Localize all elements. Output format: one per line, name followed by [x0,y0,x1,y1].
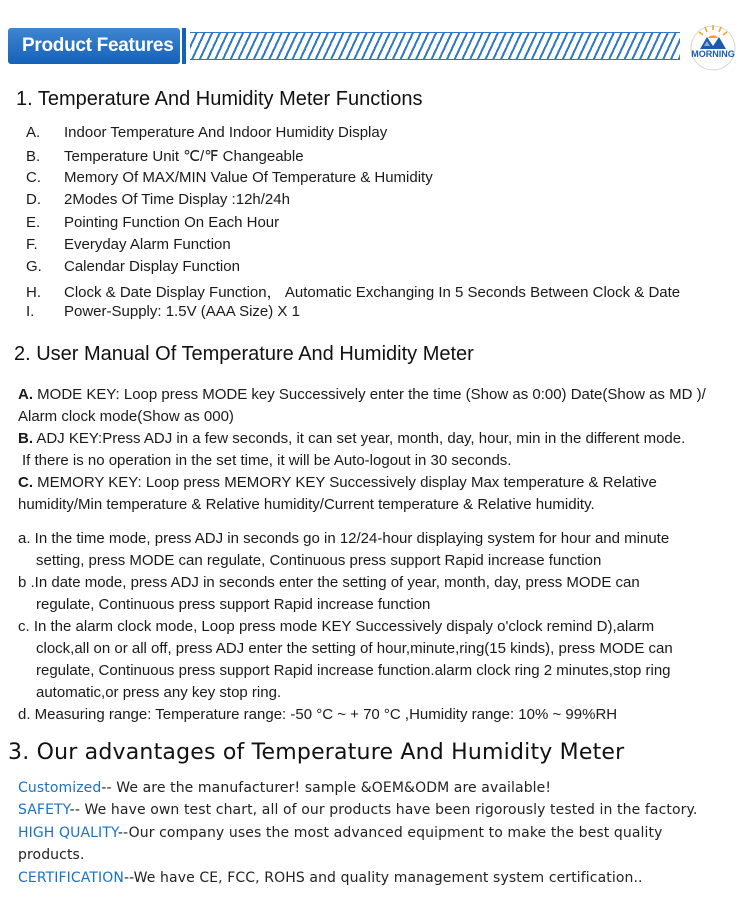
banner-tab [8,28,180,64]
feature-item: E. Pointing Function On Each Hour [26,214,280,231]
manual-key-line: humidity/Min temperature & Relative humidity/Current temperature & Relative humidity. [18,496,595,513]
manual-note-line: automatic,or press any key stop ring. [36,684,282,701]
banner-separator [182,28,186,64]
manual-note-line: c. In the alarm clock mode, Loop press mode KEY Successively dispaly o'clock remind D),alarm [18,618,655,635]
feature-item: B. Temperature Unit ℃/℉ Changeable [26,148,304,165]
manual-key-line: A. MODE KEY: Loop press MODE key Successively enter the time (Show as 0:00) Date(Show as MD )/ [18,386,706,403]
banner-stripes [190,32,680,60]
manual-key-line: Alarm clock mode(Show as 000) [18,408,234,425]
banner-title: Product Features [22,35,174,56]
manual-note-line: b .In date mode, press ADJ in seconds enter the setting of year, month, day, press MODE can [18,574,640,591]
section3-heading: 3. Our advantages of Temperature And Humidity Meter [8,740,625,765]
manual-note-line: clock,all on or all off, press ADJ enter the setting of hour,minute,ring(15 kinds), press MODE can [36,640,673,657]
feature-item: H. Clock & Date Display Function， Automatic Exchanging In 5 Seconds Between Clock & Date [26,284,681,301]
feature-item: D. 2Modes Of Time Display :12h/24h [26,191,290,208]
svg-text:MORNING: MORNING [691,49,735,59]
manual-key-line: C. MEMORY KEY: Loop press MEMORY KEY Successively display Max temperature & Relative [18,474,657,491]
manual-key-line: If there is no operation in the set time, it will be Auto-logout in 30 seconds. [22,452,512,469]
morning-logo [678,22,748,72]
manual-note-line: a. In the time mode, press ADJ in seconds go in 12/24-hour displaying system for hour and minute [18,530,670,547]
advantage-item-cont: products. [18,847,85,863]
feature-item: F. Everyday Alarm Function [26,236,231,253]
manual-note-line: d. Measuring range: Temperature range: -50 °C ~ + 70 °C ,Humidity range: 10% ~ 99%RH [18,706,618,723]
header-banner [0,22,750,72]
manual-note-line: regulate, Continuous press support Rapid increase function.alarm clock ring 2 minutes,stop ring [36,662,671,679]
advantage-item: Customized-- We are the manufacturer! sample &OEM&ODM are available! [18,780,552,796]
manual-note-line: setting, press MODE can regulate, Continuous press support Rapid increase function [36,552,602,569]
section1-heading: 1. Temperature And Humidity Meter Functions [16,88,423,110]
manual-key-line: B. ADJ KEY:Press ADJ in a few seconds, it can set year, month, day, hour, min in the different mode. [18,430,686,447]
manual-note-line: regulate, Continuous press support Rapid increase function [36,596,431,613]
feature-item: G. Calendar Display Function [26,258,240,275]
feature-item: C. Memory Of MAX/MIN Value Of Temperature & Humidity [26,169,433,186]
advantage-item: CERTIFICATION--We have CE, FCC, ROHS and quality management system certification.. [18,870,643,886]
feature-item: A. Indoor Temperature And Indoor Humidity Display [26,124,388,141]
sun-mountain-icon [678,22,748,72]
feature-item: I. Power-Supply: 1.5V (AAA Size) X 1 [26,303,300,320]
advantage-item: HIGH QUALITY--Our company uses the most advanced equipment to make the best quality [18,825,663,841]
advantage-item: SAFETY-- We have own test chart, all of our products have been rigorously tested in the factory. [18,802,698,818]
section2-heading: 2. User Manual Of Temperature And Humidity Meter [14,343,474,365]
